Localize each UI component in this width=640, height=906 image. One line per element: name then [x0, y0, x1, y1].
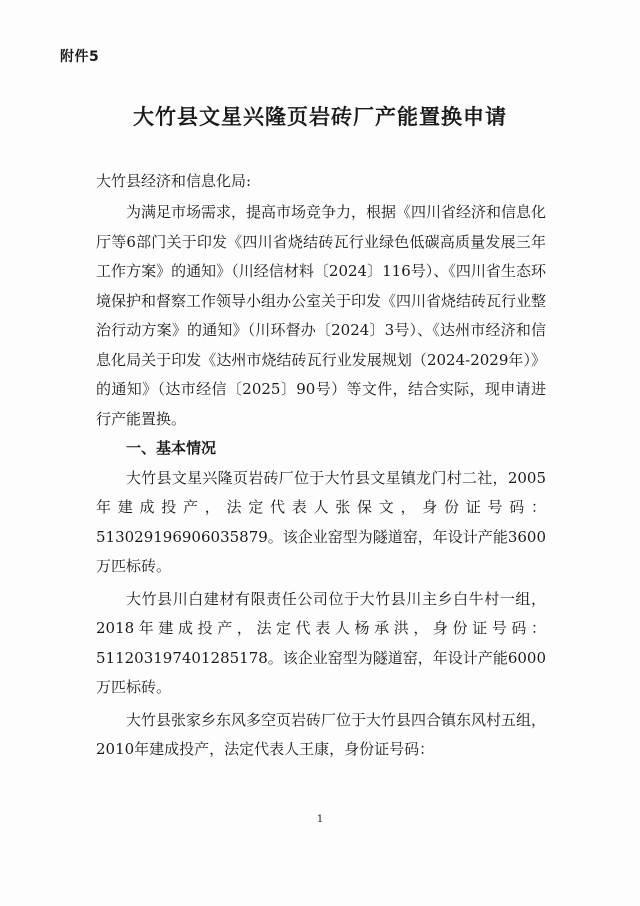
letter-body	[96, 198, 546, 765]
company-paragraph: 大竹县川白建材有限责任公司位于大竹县川主乡白牛村一组，2018年建成投产，法定代表人杨承洪，身份证号码：511203197401285178。该企业窑型为隧道窑，年设计产能6000万匹标砖。	[96, 589, 546, 696]
company-paragraph: 大竹县张家乡东风多空页岩砖厂位于大竹县四合镇东风村五组，2010年建成投产，法定代表人王康，身份证号码：	[96, 710, 547, 758]
page-number: 1	[316, 814, 324, 825]
document-title: 大竹县文星兴隆页岩砖厂产能置换申请	[133, 105, 507, 129]
company-paragraph: 大竹县文星兴隆页岩砖厂位于大竹县文星镇龙门村二社，2005年建成投产，法定代表人张保文，身份证号码：513029196906035879。该企业窑型为隧道窑，年设计产能3600万匹标砖。	[96, 468, 546, 575]
attachment-label: 附件5	[60, 49, 100, 65]
addressee: 大竹县经济和信息化局:	[96, 172, 252, 190]
section-heading: 一、基本情况	[126, 439, 217, 457]
intro-paragraph: 为满足市场需求，提高市场竞争力，根据《四川省经济和信息化厅等6部门关于印发《四川省烧结砖瓦行业绿色低碳高质量发展三年工作方案》的通知》（川经信材料〔2024〕116号）、《四川省生态环境保护和督察工作领导小组办公室关于印发《四川省烧结砖瓦行业整治行动方案》的通知》（川环督办〔2024〕3号）、《达州市经济和信息化局关于印发《达州市烧结砖瓦行业发展规划（2024-2029年）》的通知》（达市经信〔2025〕90号）等文件，结合实际，现申请进行产能置换。	[96, 203, 547, 428]
